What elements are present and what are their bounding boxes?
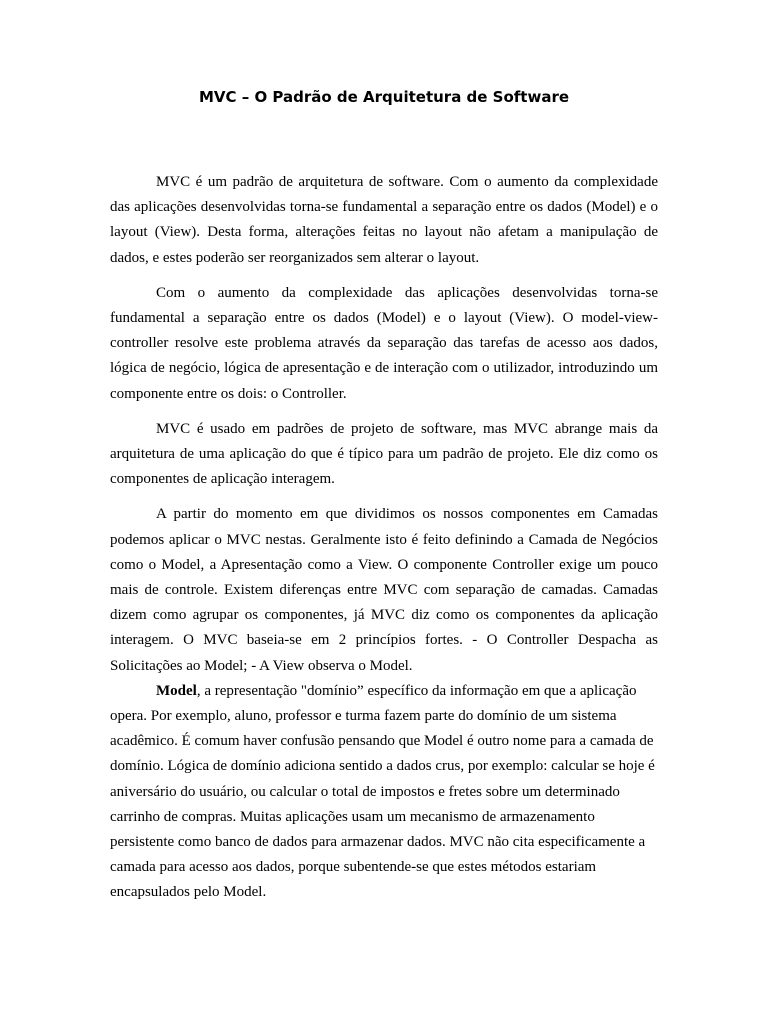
model-description: , a representação "domínio” específico da informação em que a aplicação opera. Por exemplo, aluno, professor e turma fazem parte do domínio de um sistema acadêmico. É comum haver confusão pensando que Model é outro nome para a camada de domínio. Lógica de domínio adiciona sentido a dados crus, por exemplo: calcular se hoje é aniversário do usuário, ou calcular o total de impostos e fretes sobre um determinado carrinho de compras. Muitas aplicações usam um mecanismo de armazenamento persistente como banco de dados para armazenar dados. MVC não cita especificamente a camada para acesso aos dados, porque subentende-se que estes métodos estariam encapsulados pelo Model. <box>110 682 655 901</box>
paragraph-separation: Com o aumento da complexidade das aplicações desenvolvidas torna-se fundamental a separação entre os dados (Model) e o layout (View). O model-view-controller resolve este problema através da separação das tarefas de acesso aos dados, lógica de negócio, lógica de apresentação e de interação com o utilizador, introduzindo um componente entre os dois: o Controller. <box>110 284 658 402</box>
model-bold-term: Model <box>156 682 197 699</box>
paragraph-design-patterns: MVC é usado em padrões de projeto de software, mas MVC abrange mais da arquitetura de uma aplicação do que é típico para um padrão de projeto. Ele diz como os componentes de aplicação interagem. <box>110 420 658 488</box>
paragraph-model <box>110 679 658 906</box>
document-body <box>110 170 658 906</box>
paragraph-mvc-definition: MVC é um padrão de arquitetura de software. Com o aumento da complexidade das aplicações desenvolvidas torna-se fundamental a separação entre os dados (Model) e o layout (View). Desta forma, alterações feitas no layout não afetam a manipulação de dados, e estes poderão ser reorganizados sem alterar o layout. <box>110 174 658 266</box>
page-title: MVC – O Padrão de Arquitetura de Software <box>198 88 570 106</box>
paragraph-layers: A partir do momento em que dividimos os nossos componentes em Camadas podemos aplicar o MVC nestas. Geralmente isto é feito definindo a Camada de Negócios como o Model, a Apresentação como a View. O componente Controller exige um pouco mais de controle. Existem diferenças entre MVC com separação de camadas. Camadas dizem como agrupar os componentes, já MVC diz como os componentes da aplicação interagem. O MVC baseia-se em 2 princípios fortes. - O Controller Despacha as Solicitações ao Model; - A View observa o Model. <box>110 506 658 674</box>
